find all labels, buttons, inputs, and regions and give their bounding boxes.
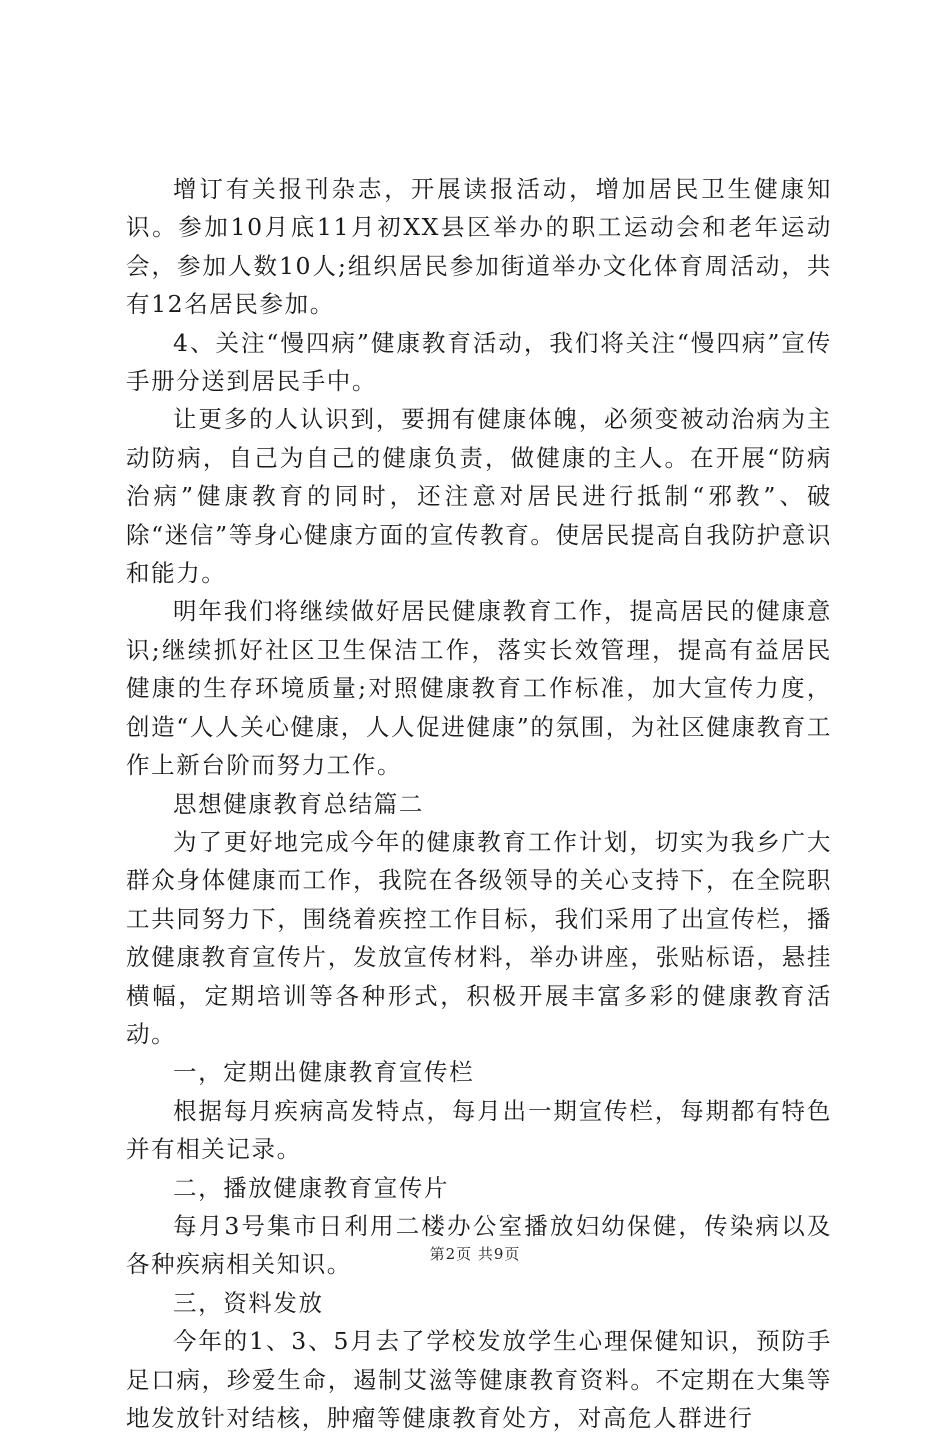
section-heading-part-two: 思想健康教育总结篇二 xyxy=(173,789,424,818)
page-number-footer: 第2页 共9页 xyxy=(429,1245,521,1263)
paragraph-chronic-disease: 4、关注“慢四病”健康教育活动，我们将关注“慢四病”宣传手册分送到居民手中。 xyxy=(126,328,832,396)
paragraph-bulletin-board: 根据每月疾病高发特点，每月出一期宣传栏，每期都有特色并有相关记录。 xyxy=(126,1096,832,1164)
paragraph-work-plan-intro: 为了更好地完成今年的健康教育工作计划，切实为我乡广大群众身体健康而工作，我院在各级领导的关心支持下，在全院职工共同努力下，围绕着疾控工作目标，我们采用了出宣传栏，播放健康教育宣传片，发放宣传材料，举办讲座，张贴标语，悬挂横幅，定期培训等各种形式，积极开展丰富多彩的健康教育活动。 xyxy=(126,827,832,1048)
paragraph-prevention-awareness: 让更多的人认识到，要拥有健康体魄，必须变被动治病为主动防病，自己为自己的健康负责，做健康的主人。在开展“防病治病”健康教育的同时，还注意对居民进行抵制“邪教”、破除“迷信”等身心健康方面的宣传教育。使居民提高自我防护意识和能力。 xyxy=(126,405,832,588)
subheading-promo-video: 二，播放健康教育宣传片 xyxy=(173,1173,450,1202)
paragraph-promo-video: 每月3号集市日利用二楼办公室播放妇幼保健，传染病以及各种疾病相关知识。 xyxy=(126,1211,832,1279)
subheading-material-distribution: 三，资料发放 xyxy=(173,1288,324,1317)
paragraph-reading-activities: 增订有关报刊杂志，开展读报活动，增加居民卫生健康知识。参加10月底11月初XX县区举办的职工运动会和老年运动会，参加人数10人;组织居民参加街道举办文化体育周活动，共有12名居民参加。 xyxy=(126,175,832,319)
paragraph-material-distribution: 今年的1、3、5月去了学校发放学生心理保健知识，预防手足口病，珍爱生命，遏制艾滋等健康教育资料。不定期在大集等地发放针对结核，肿瘤等健康教育处方，对高危人群进行 xyxy=(126,1327,832,1432)
subheading-bulletin-board: 一，定期出健康教育宣传栏 xyxy=(173,1058,475,1087)
paragraph-next-year-plan: 明年我们将继续做好居民健康教育工作，提高居民的健康意识;继续抓好社区卫生保洁工作，落实长效管理，提高有益居民健康的生存环境质量;对照健康教育工作标准，加大宣传力度，创造“人人关心健康，人人促进健康”的氛围，为社区健康教育工作上新台阶而努力工作。 xyxy=(126,597,832,780)
